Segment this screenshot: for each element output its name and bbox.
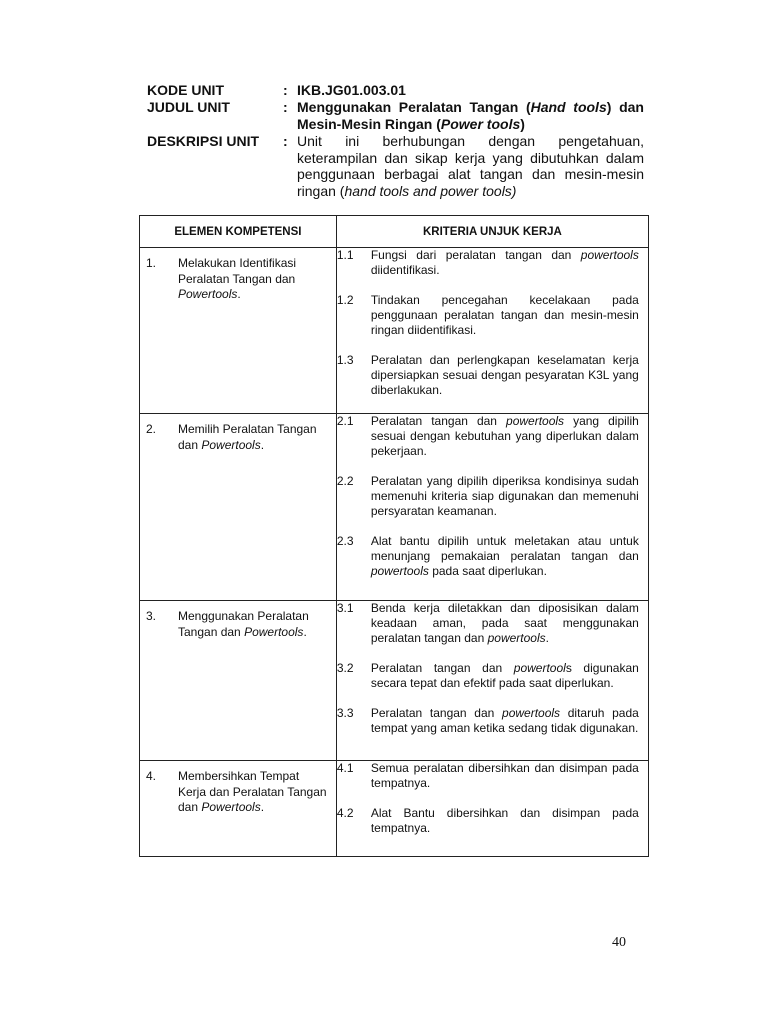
criterion-text xyxy=(371,248,639,278)
criterion-text xyxy=(371,293,639,338)
criterion-text xyxy=(371,534,639,579)
criterion-number: 3.2 xyxy=(336,661,354,675)
criteria-cell xyxy=(336,601,648,761)
element-cell xyxy=(140,248,337,414)
element-label: Membersihkan Tempat Kerja dan Peralatan Tangan dan xyxy=(178,769,327,814)
criterion-post: pada saat diperlukan. xyxy=(428,564,547,578)
criterion-item xyxy=(337,706,648,736)
criterion-text xyxy=(371,706,639,736)
criteria-cell xyxy=(336,761,648,857)
judul-text: Menggunakan Peralatan Tangan ( xyxy=(297,99,531,115)
criterion-text xyxy=(371,806,639,836)
criterion-number: 2.2 xyxy=(336,474,354,488)
header-elemen-kompetensi: ELEMEN KOMPETENSI xyxy=(140,216,337,248)
criterion-pre: Tindakan pencegahan kecelakaan pada penggunaan peralatan tangan dan mesin-mesin ringan diidentifikasi. xyxy=(370,293,639,337)
criterion-item xyxy=(337,661,648,691)
criterion-number: 2.3 xyxy=(336,534,354,548)
criterion-text xyxy=(371,761,639,791)
criterion-number: 1.2 xyxy=(336,293,354,307)
criterion-italic: powertools xyxy=(502,706,561,720)
criterion-post: yang dipilih sesuai dengan kebutuhan yang diperlukan dalam pekerjaan. xyxy=(370,414,639,458)
criterion-number: 3.1 xyxy=(336,601,354,615)
criterion-italic: powertools xyxy=(506,414,565,428)
criterion-text xyxy=(371,353,639,398)
element-label: Menggunakan Peralatan Tangan dan xyxy=(178,609,309,639)
competency-table xyxy=(139,215,649,857)
element-italic: Powertools xyxy=(201,800,261,814)
table-row xyxy=(140,414,649,601)
criterion-item xyxy=(337,414,648,459)
criterion-number: 1.1 xyxy=(336,248,354,262)
element-cell xyxy=(140,414,337,601)
element-cell xyxy=(140,761,337,857)
element-item xyxy=(140,761,336,816)
criterion-pre: Peralatan yang dipilih diperiksa kondisinya sudah memenuhi kriteria siap digunakan dan memenuhi persyaratan keamanan. xyxy=(370,474,639,518)
criterion-number: 4.1 xyxy=(336,761,354,775)
criterion-post: . xyxy=(545,631,549,645)
criterion-text xyxy=(371,661,639,691)
judul-italic: Power tools xyxy=(440,116,521,132)
judul-italic: Hand tools xyxy=(530,99,607,115)
criteria-cell xyxy=(336,248,648,414)
element-text xyxy=(178,422,328,453)
criterion-pre: Fungsi dari peralatan tangan dan xyxy=(370,248,581,262)
element-italic: Powertools xyxy=(178,287,238,301)
judul-unit-value xyxy=(297,99,644,133)
criterion-number: 2.1 xyxy=(336,414,354,428)
element-label: Melakukan Identifikasi Peralatan Tangan dan xyxy=(178,256,297,286)
judul-text: ) xyxy=(520,116,525,132)
element-number: 3. xyxy=(146,609,157,623)
criterion-pre: Peralatan tangan dan xyxy=(370,661,514,675)
criterion-text xyxy=(371,601,639,646)
criterion-item xyxy=(337,474,648,519)
criterion-pre: Semua peralatan dibersihkan dan disimpan pada tempatnya. xyxy=(370,761,639,790)
element-tail: . xyxy=(237,287,241,301)
element-number: 1. xyxy=(146,256,157,270)
kode-unit-row xyxy=(147,82,644,99)
element-tail: . xyxy=(303,624,307,639)
header-kriteria-unjuk-kerja: KRITERIA UNJUK KERJA xyxy=(336,216,648,248)
criterion-italic: powertools xyxy=(370,564,429,578)
criterion-item xyxy=(337,293,648,338)
kode-unit-label: KODE UNIT xyxy=(147,82,224,98)
criterion-item xyxy=(337,248,648,278)
element-item xyxy=(140,601,336,640)
element-number: 2. xyxy=(146,422,157,436)
deskripsi-unit-row xyxy=(147,133,644,199)
colon: : xyxy=(283,133,288,149)
criterion-number: 4.2 xyxy=(336,806,354,820)
deskripsi-unit-value xyxy=(297,133,644,199)
criterion-pre: Peralatan dan perlengkapan keselamatan kerja dipersiapkan sesuai dengan pesyaratan K3L yang diberlakukan. xyxy=(370,353,639,397)
criterion-number: 3.3 xyxy=(336,706,354,720)
element-text xyxy=(178,769,328,816)
element-number: 4. xyxy=(146,769,157,783)
element-tail: . xyxy=(260,437,265,452)
unit-header xyxy=(147,82,644,199)
criterion-post: diidentifikasi. xyxy=(370,263,440,277)
criterion-italic: powertools xyxy=(487,631,546,645)
table-row xyxy=(140,248,649,414)
element-item xyxy=(140,248,336,303)
judul-unit-label: JUDUL UNIT xyxy=(147,99,230,115)
judul-text: ) dan Mesin-Mesin Ringan ( xyxy=(297,99,644,132)
criterion-item xyxy=(337,601,648,646)
element-italic: Powertools xyxy=(201,437,261,452)
deskripsi-unit-label: DESKRIPSI UNIT xyxy=(147,133,260,149)
element-text xyxy=(178,256,328,303)
page-number: 40 xyxy=(612,935,626,950)
judul-unit-row xyxy=(147,99,644,133)
desc-italic: hand tools and power tools) xyxy=(344,182,517,199)
criterion-pre: Peralatan tangan dan xyxy=(370,414,507,428)
criterion-text xyxy=(371,474,639,519)
criterion-italic: powertool xyxy=(513,661,566,675)
element-cell xyxy=(140,601,337,761)
table-row xyxy=(140,601,649,761)
criterion-item xyxy=(337,806,648,836)
table-row xyxy=(140,761,649,857)
criterion-post: s digunakan secara tepat dan efektif pada saat diperlukan. xyxy=(370,661,639,690)
criterion-pre: Alat Bantu dibersihkan dan disimpan pada tempatnya. xyxy=(370,806,639,835)
table-header-row xyxy=(140,216,649,248)
criteria-cell xyxy=(336,414,648,601)
element-label: Memilih Peralatan Tangan dan xyxy=(178,422,317,452)
criterion-post: ditaruh pada tempat yang aman ketika sedang tidak digunakan. xyxy=(370,706,639,735)
criterion-item xyxy=(337,534,648,579)
element-tail: . xyxy=(260,800,265,814)
criterion-item xyxy=(337,353,648,398)
criterion-pre: Peralatan tangan dan xyxy=(370,706,503,720)
criterion-pre: Benda kerja diletakkan dan diposisikan dalam keadaan aman, pada saat menggunakan peralatan tangan dan xyxy=(370,601,639,645)
criterion-item xyxy=(337,761,648,791)
criterion-text xyxy=(371,414,639,459)
criterion-pre: Alat bantu dipilih untuk meletakan atau untuk menunjang pemakaian peralatan tangan dan xyxy=(370,534,639,563)
kode-unit-value: IKB.JG01.003.01 xyxy=(297,82,406,98)
criterion-number: 1.3 xyxy=(336,353,354,367)
criterion-italic: powertools xyxy=(580,248,639,262)
element-text xyxy=(178,609,328,640)
colon: : xyxy=(283,82,288,98)
element-italic: Powertools xyxy=(244,624,304,639)
desc-text: Unit ini berhubungan dengan pengetahuan, keterampilan dan sikap kerja yang dibutuhkan dalam penggunaan berbagai alat tangan dan mesin-mesin ringan ( xyxy=(297,133,644,199)
element-item xyxy=(140,414,336,453)
colon: : xyxy=(283,99,288,115)
